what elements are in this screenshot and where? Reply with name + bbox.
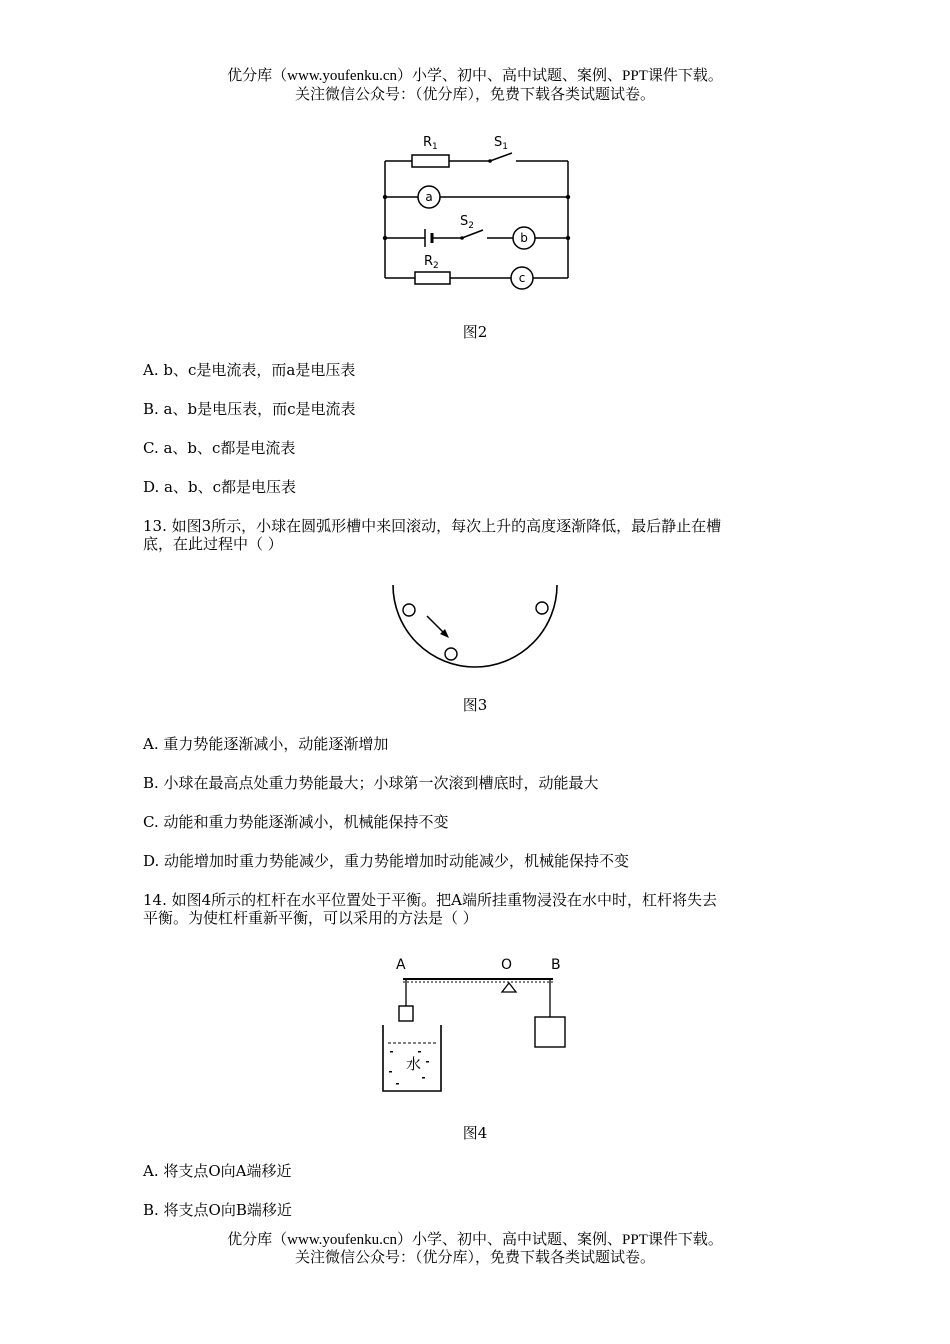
meter-b-label: b — [520, 231, 528, 245]
label-r1: $R_1$ — [423, 135, 438, 152]
figure-4-caption: 图4 — [462, 1124, 488, 1142]
footer-line-1: 优分库（www.youfenku.cn）小学、初中、高中试题、案例、PPT课件下载。 — [227, 1232, 723, 1248]
figure-2-circuit — [370, 125, 590, 295]
header-line-2: 关注微信公众号：（优分库），免费下载各类试题试卷。 — [294, 87, 655, 103]
q14-option-a: A. 将支点O向A端移近 — [143, 1162, 292, 1180]
q13-option-d: D. 动能增加时重力势能减少，重力势能增加时动能减少，机械能保持不变 — [143, 852, 630, 870]
label-s1: $S_1$ — [494, 135, 508, 152]
q12-option-b: B. a、b是电压表，而c是电流表 — [143, 400, 356, 418]
figure-3-arc — [390, 582, 560, 667]
figure-3-caption: 图3 — [462, 696, 488, 714]
figure-4-lever — [370, 955, 580, 1100]
q14-stem-line-2: 平衡。为使杠杆重新平衡，可以采用的方法是（ ） — [143, 909, 478, 927]
label-b: B — [551, 957, 561, 973]
q13-stem-line-1: 13. 如图3所示，小球在圆弧形槽中来回滚动，每次上升的高度逐渐降低，最后静止在槽 — [143, 517, 722, 535]
q13-option-b: B. 小球在最高点处重力势能最大；小球第一次滚到槽底时，动能最大 — [143, 774, 599, 792]
q14-stem-line-1: 14. 如图4所示的杠杆在水平位置处于平衡。把A端所挂重物浸没在水中时，杠杆将失去 — [143, 891, 718, 909]
q12-option-a: A. b、c是电流表，而a是电压表 — [143, 361, 356, 379]
label-o: O — [501, 957, 513, 973]
meter-c-label: c — [518, 271, 526, 285]
q13-stem-line-2: 底，在此过程中（ ） — [143, 535, 283, 553]
q13-option-a: A. 重力势能逐渐减小，动能逐渐增加 — [143, 735, 389, 753]
q12-option-c: C. a、b、c都是电流表 — [143, 439, 296, 457]
water-label: 水 — [406, 1055, 422, 1073]
q14-option-b: B. 将支点O向B端移近 — [143, 1201, 292, 1219]
label-a: A — [396, 957, 406, 973]
label-r2: $R_2$ — [424, 254, 439, 271]
meter-a-label: a — [425, 190, 433, 204]
footer-line-2: 关注微信公众号：（优分库），免费下载各类试题试卷。 — [294, 1250, 655, 1266]
q13-option-c: C. 动能和重力势能逐渐减小，机械能保持不变 — [143, 813, 449, 831]
header-line-1: 优分库（www.youfenku.cn）小学、初中、高中试题、案例、PPT课件下载。 — [227, 68, 723, 84]
figure-2-caption: 图2 — [462, 323, 488, 341]
q12-option-d: D. a、b、c都是电压表 — [143, 478, 296, 496]
label-s2: $S_2$ — [460, 214, 474, 231]
